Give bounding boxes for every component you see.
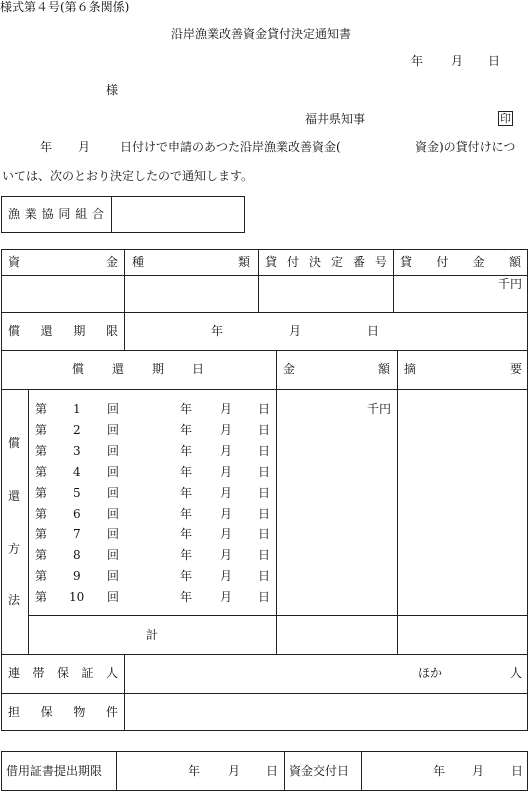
fund-delivery-date-label: 資金交付日 xyxy=(289,764,350,778)
header-fund: 資 金 xyxy=(8,255,118,269)
header-money: 金 額 xyxy=(283,362,390,376)
installment-m: 月 xyxy=(220,486,233,500)
installment-kai: 回 xyxy=(107,402,120,416)
installment-y: 年 xyxy=(180,444,193,458)
installment-y: 年 xyxy=(180,465,193,479)
repay-deadline-month: 月 xyxy=(289,324,302,338)
installment-m: 月 xyxy=(220,569,233,583)
installment-kai: 回 xyxy=(107,465,120,479)
installment-kai: 回 xyxy=(107,548,120,562)
rule xyxy=(124,312,125,350)
rule xyxy=(116,751,117,791)
rule xyxy=(397,350,398,654)
installment-d: 日 xyxy=(258,423,271,437)
cooperative-label: 漁 業 協 同 組 合 xyxy=(8,207,104,221)
installment-d: 日 xyxy=(258,590,271,604)
installment-dai: 第 xyxy=(35,590,48,604)
repay-deadline-day: 日 xyxy=(367,324,380,338)
document-title: 沿岸漁業改善資金貸付決定通知書 xyxy=(171,27,352,41)
installment-m: 月 xyxy=(220,507,233,521)
loan-cert-day: 日 xyxy=(266,764,279,778)
issue-date-year: 年 xyxy=(411,54,424,68)
addressee-suffix: 様 xyxy=(106,83,119,97)
installment-kai: 回 xyxy=(107,423,120,437)
seal-mark: 印 xyxy=(500,112,511,125)
installment-y: 年 xyxy=(180,569,193,583)
installment-num: 10 xyxy=(69,590,85,604)
guarantor-unit: 人 xyxy=(510,666,523,680)
installment-d: 日 xyxy=(258,507,271,521)
rule xyxy=(1,312,528,313)
installment-dai: 第 xyxy=(35,423,48,437)
rule xyxy=(393,249,394,312)
rule xyxy=(1,389,528,390)
installment-y: 年 xyxy=(180,527,193,541)
issue-date-day: 日 xyxy=(488,54,501,68)
guarantor-others: ほか xyxy=(418,666,443,680)
header-repay-date: 償 還 期 日 xyxy=(72,362,204,376)
loan-cert-year: 年 xyxy=(188,764,201,778)
installment-d: 日 xyxy=(258,548,271,562)
installment-num: 6 xyxy=(73,507,81,521)
delivery-month: 月 xyxy=(472,764,485,778)
installment-m: 月 xyxy=(220,423,233,437)
rule xyxy=(1,693,528,694)
installment-d: 日 xyxy=(258,444,271,458)
installment-y: 年 xyxy=(180,590,193,604)
installment-y: 年 xyxy=(180,548,193,562)
rule xyxy=(258,249,259,312)
body-line2: いては、次のとおり決定したので通知します。 xyxy=(2,169,254,183)
installment-kai: 回 xyxy=(107,507,120,521)
installment-y: 年 xyxy=(180,507,193,521)
installment-kai: 回 xyxy=(107,444,120,458)
money-unit: 千円 xyxy=(367,402,392,416)
body-line1-fund: 資金)の貸付けにつ xyxy=(415,140,516,154)
rule xyxy=(124,249,125,312)
installment-kai: 回 xyxy=(107,569,120,583)
body-year: 年 xyxy=(40,140,53,154)
rule xyxy=(28,389,29,654)
collateral-label: 担 保 物 件 xyxy=(8,705,118,719)
header-kind: 種 類 xyxy=(132,255,250,269)
rule xyxy=(276,350,277,654)
guarantor-label: 連 帯 保 証 人 xyxy=(8,666,118,680)
installment-m: 月 xyxy=(220,402,233,416)
delivery-year: 年 xyxy=(433,764,446,778)
installment-m: 月 xyxy=(220,548,233,562)
installment-dai: 第 xyxy=(35,548,48,562)
rule xyxy=(124,654,125,731)
installment-num: 4 xyxy=(73,465,81,479)
installment-d: 日 xyxy=(258,402,271,416)
installment-kai: 回 xyxy=(107,590,120,604)
installment-dai: 第 xyxy=(35,507,48,521)
installment-d: 日 xyxy=(258,486,271,500)
rule xyxy=(1,350,528,351)
header-summary: 摘 要 xyxy=(404,362,522,376)
installment-kai: 回 xyxy=(107,527,120,541)
rule xyxy=(361,751,362,791)
installment-dai: 第 xyxy=(35,465,48,479)
form-number: 様式第４号(第６条関係) xyxy=(0,0,130,14)
installment-kai: 回 xyxy=(107,486,120,500)
loan-certificate-deadline-label: 借用証書提出期限 xyxy=(6,764,103,778)
installment-m: 月 xyxy=(220,590,233,604)
issue-date-month: 月 xyxy=(451,54,464,68)
rule xyxy=(1,654,528,655)
installment-num: 3 xyxy=(73,444,81,458)
installment-d: 日 xyxy=(258,527,271,541)
installment-num: 7 xyxy=(73,527,81,541)
installment-dai: 第 xyxy=(35,486,48,500)
installment-num: 1 xyxy=(73,402,81,416)
header-decision-number: 貸 付 決 定 番 号 xyxy=(265,255,387,269)
total-label: 計 xyxy=(146,628,159,642)
installment-dai: 第 xyxy=(35,444,48,458)
repay-deadline-label: 償 還 期 限 xyxy=(8,324,118,338)
installment-d: 日 xyxy=(258,569,271,583)
installment-dai: 第 xyxy=(35,569,48,583)
rule xyxy=(1,275,528,276)
installment-dai: 第 xyxy=(35,402,48,416)
installment-m: 月 xyxy=(220,465,233,479)
installment-dai: 第 xyxy=(35,527,48,541)
rule xyxy=(28,615,528,616)
cooperative-divider xyxy=(111,196,112,233)
loan-amount-unit: 千円 xyxy=(498,277,523,291)
installment-num: 2 xyxy=(73,423,81,437)
installment-m: 月 xyxy=(220,527,233,541)
repay-deadline-year: 年 xyxy=(211,324,224,338)
installment-y: 年 xyxy=(180,486,193,500)
installment-num: 8 xyxy=(73,548,81,562)
loan-cert-month: 月 xyxy=(228,764,241,778)
header-loan-amount: 貸 付 金 額 xyxy=(400,255,521,269)
body-month: 月 xyxy=(78,140,91,154)
installment-d: 日 xyxy=(258,465,271,479)
installment-y: 年 xyxy=(180,423,193,437)
installment-m: 月 xyxy=(220,444,233,458)
installment-y: 年 xyxy=(180,402,193,416)
body-line1: 日付けで申請のあつた沿岸漁業改善資金( xyxy=(120,140,341,154)
rule xyxy=(284,751,285,791)
installment-num: 9 xyxy=(73,569,81,583)
issuer-name: 福井県知事 xyxy=(305,112,366,126)
installment-num: 5 xyxy=(73,486,81,500)
delivery-day: 日 xyxy=(511,764,524,778)
